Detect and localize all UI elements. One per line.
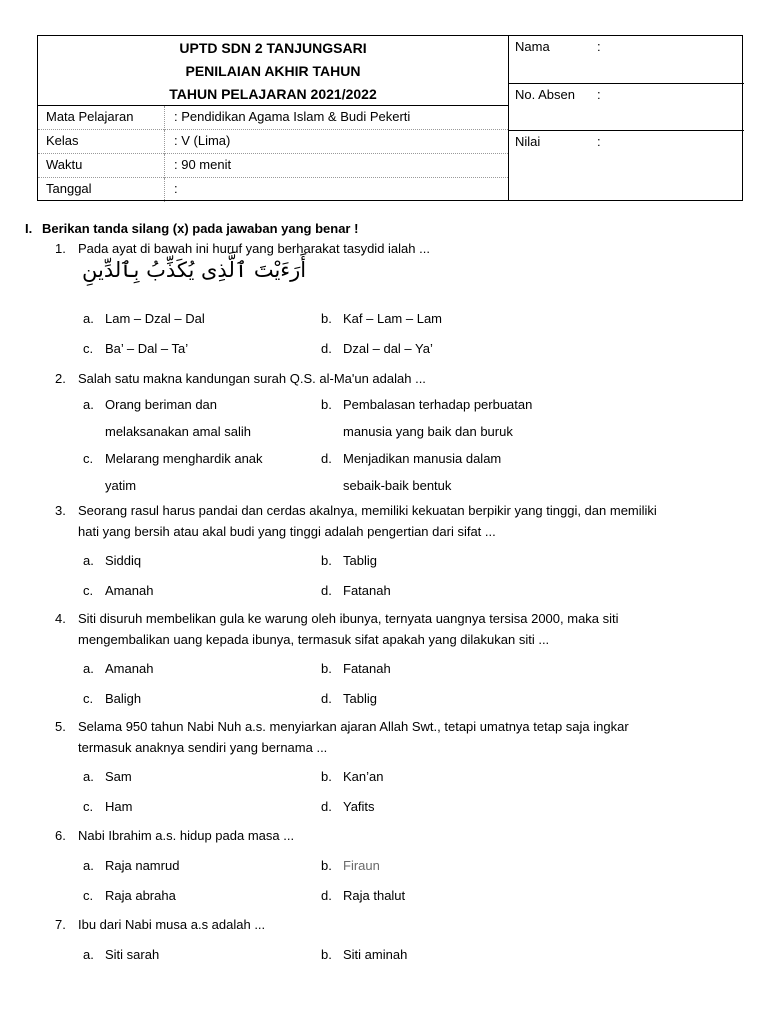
name-field[interactable]: Nama : <box>509 36 744 84</box>
info-value: : Pendidikan Agama Islam & Budi Pekerti <box>174 109 411 124</box>
info-label: Kelas <box>46 133 79 148</box>
info-label: Waktu <box>46 157 83 172</box>
header-right <box>509 36 744 200</box>
info-value: : 90 menit <box>174 157 232 172</box>
info-value: : V (Lima) <box>174 133 231 148</box>
info-label: Tanggal <box>46 181 92 196</box>
arabic-verse: أَرَءَيْتَ ٱلَّذِى يُكَذِّبُ بِٱلدِّينِ <box>82 258 307 282</box>
info-row-subject <box>38 106 508 130</box>
school-name: UPTD SDN 2 TANJUNGSARI <box>179 40 367 56</box>
info-row-time <box>38 154 508 178</box>
info-row-date <box>38 178 508 202</box>
academic-year: TAHUN PELAJARAN 2021/2022 <box>169 86 377 102</box>
header-left <box>38 36 509 200</box>
info-row-class <box>38 130 508 154</box>
exam-name: PENILAIAN AKHIR TAHUN <box>185 63 361 79</box>
info-label: Mata Pelajaran <box>46 109 134 124</box>
score-field[interactable]: Nilai : <box>515 134 601 149</box>
name-label: Nama <box>515 39 550 54</box>
school-title-block <box>38 36 508 106</box>
info-value: : <box>174 181 178 196</box>
score-label: Nilai <box>515 134 541 149</box>
header-table <box>37 35 743 201</box>
absen-field[interactable]: No. Absen : <box>509 84 744 131</box>
absen-label: No. Absen <box>515 87 575 102</box>
section-instruction: I. Berikan tanda silang (x) pada jawaban yang benar ! <box>25 221 359 236</box>
